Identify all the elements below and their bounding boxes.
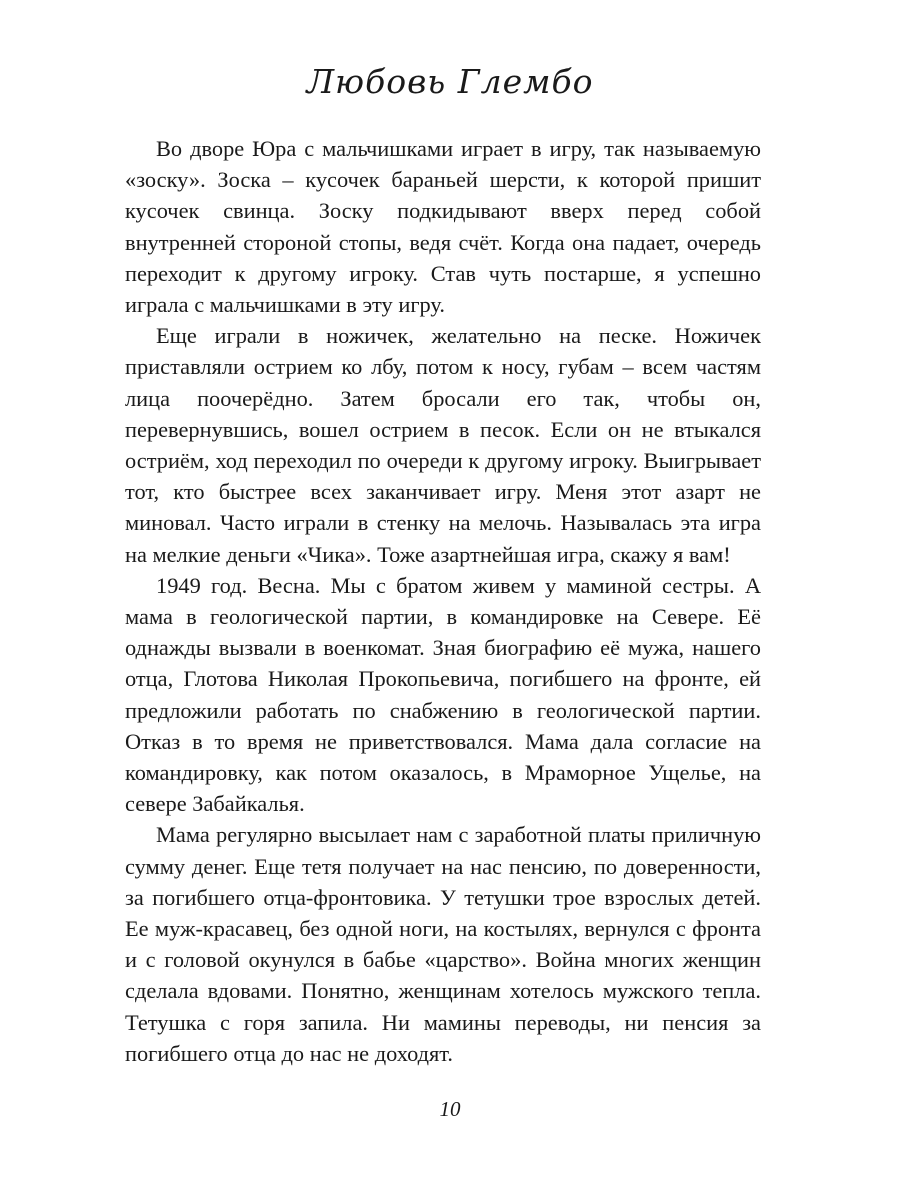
- running-title: Любовь Глембо: [306, 62, 594, 101]
- paragraph: 1949 год. Весна. Мы с братом живем у маминой сестры. А мама в геологической партии, в командировке на Севере. Её однажды вызвали в военкомат. Зная биографию её мужа, нашего отца, Глотова Николая Прокопьевича, погибшего на фронте, ей предложили работать по снабжению в геологической партии. Отказ в то время не приветствовался. Мама дала согласие на командировку, как потом оказалось, в Мраморное Ущелье, на севере Забайкалья.: [125, 572, 761, 817]
- paragraph: Во дворе Юра с мальчишками играет в игру, так называемую «зоску». Зоска – кусочек бараньей шерсти, к которой пришит кусочек свинца. Зоску подкидывают вверх перед собой внутренней стороной стопы, ведя счёт. Когда она падает, очередь переходит к другому игроку. Став чуть постарше, я успешно играла с мальчишками в эту игру.: [125, 136, 761, 318]
- page-number: 10: [439, 1097, 461, 1121]
- paragraph: Еще играли в ножичек, желательно на песке. Ножичек приставляли острием ко лбу, потом к носу, губам – всем частям лица поочерёдно. Затем бросали его так, чтобы он, перевернувшись, вошел острием в песок. Если он не втыкался остриём, ход переходил по очереди к другому игроку. Выигрывает тот, кто быстрее всех заканчивает игру. Меня этот азарт не миновал. Часто играли в стенку на мелочь. Называлась эта игра на мелкие деньги «Чика». Тоже азартнейшая игра, скажу я вам!: [125, 323, 761, 567]
- paragraph: Мама регулярно высылает нам с заработной платы приличную сумму денег. Еще тетя получает на нас пенсию, по доверенности, за погибшего отца-фронтовика. У тетушки трое взрослых детей. Ее муж-красавец, без одной ноги, на костылях, вернулся с фронта и с головой окунулся в бабье «царство». Война многих женщин сделала вдовами. Понятно, женщинам хотелось мужского тепла. Тетушка с горя запила. Ни мамины переводы, ни пенсия за погибшего отца до нас не доходят.: [125, 822, 761, 1066]
- body-text: [125, 133, 761, 1069]
